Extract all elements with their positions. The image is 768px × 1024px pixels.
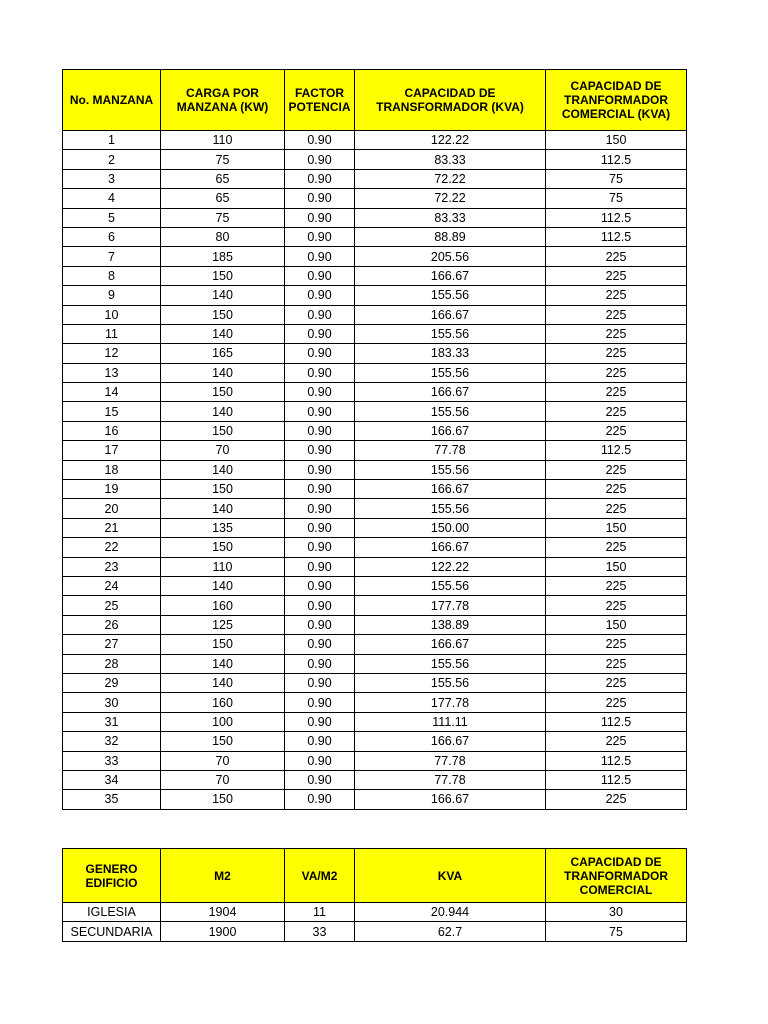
table-cell: 1900	[161, 922, 285, 941]
table-cell: 225	[546, 247, 687, 266]
table-row	[63, 286, 687, 305]
column-header: GENERO EDIFICIO	[63, 849, 161, 903]
table-row	[63, 518, 687, 537]
table-cell: 29	[63, 673, 161, 692]
table-cell: 155.56	[355, 402, 546, 421]
table-cell: 0.90	[285, 150, 355, 169]
table-row	[63, 460, 687, 479]
table-cell: 30	[546, 903, 687, 922]
building-transformer-table	[62, 848, 687, 942]
table-cell: 75	[546, 922, 687, 941]
table-cell: 150	[161, 732, 285, 751]
table-cell: 225	[546, 383, 687, 402]
table-cell: 0.90	[285, 518, 355, 537]
table-cell: 0.90	[285, 480, 355, 499]
table-cell: 150	[161, 305, 285, 324]
table-cell: 225	[546, 693, 687, 712]
table-cell: 5	[63, 208, 161, 227]
table-cell: 150	[161, 383, 285, 402]
table-row	[63, 383, 687, 402]
table-cell: 7	[63, 247, 161, 266]
table-cell: 111.11	[355, 712, 546, 731]
table-cell: 225	[546, 654, 687, 673]
table-row	[63, 770, 687, 789]
table-cell: 20	[63, 499, 161, 518]
table-row	[63, 654, 687, 673]
table-cell: 160	[161, 693, 285, 712]
table-cell: 0.90	[285, 712, 355, 731]
table-cell: 65	[161, 169, 285, 188]
table-cell: 20.944	[355, 903, 546, 922]
table-cell: 155.56	[355, 286, 546, 305]
table-cell: SECUNDARIA	[63, 922, 161, 941]
table-cell: 75	[546, 169, 687, 188]
table-cell: 225	[546, 790, 687, 809]
table-cell: 0.90	[285, 732, 355, 751]
table-cell: 0.90	[285, 131, 355, 150]
table-row	[63, 732, 687, 751]
table-cell: 177.78	[355, 693, 546, 712]
table-row	[63, 576, 687, 595]
table-cell: 0.90	[285, 324, 355, 343]
table-cell: 15	[63, 402, 161, 421]
table-cell: 150	[161, 421, 285, 440]
table-cell: 70	[161, 751, 285, 770]
table-cell: 4	[63, 189, 161, 208]
table-cell: 225	[546, 576, 687, 595]
column-header: No. MANZANA	[63, 70, 161, 131]
table-cell: 110	[161, 557, 285, 576]
table-cell: 0.90	[285, 693, 355, 712]
table-cell: 225	[546, 673, 687, 692]
table-cell: 225	[546, 421, 687, 440]
table-cell: 225	[546, 596, 687, 615]
table-cell: 12	[63, 344, 161, 363]
table-cell: 1	[63, 131, 161, 150]
table-row	[63, 131, 687, 150]
table-cell: 0.90	[285, 344, 355, 363]
table-cell: 166.67	[355, 305, 546, 324]
table-cell: 225	[546, 402, 687, 421]
table-cell: 112.5	[546, 227, 687, 246]
table-cell: 185	[161, 247, 285, 266]
table-cell: 77.78	[355, 770, 546, 789]
table-row	[63, 673, 687, 692]
table-cell: 112.5	[546, 770, 687, 789]
table-cell: 0.90	[285, 421, 355, 440]
table-cell: 0.90	[285, 499, 355, 518]
table-cell: 166.67	[355, 790, 546, 809]
table-cell: 24	[63, 576, 161, 595]
table-cell: 23	[63, 557, 161, 576]
table-cell: 9	[63, 286, 161, 305]
table-row	[63, 557, 687, 576]
table-cell: 75	[546, 189, 687, 208]
table-cell: 72.22	[355, 189, 546, 208]
table-cell: 65	[161, 189, 285, 208]
table-row	[63, 402, 687, 421]
table-cell: 34	[63, 770, 161, 789]
table-cell: 0.90	[285, 441, 355, 460]
table-cell: 83.33	[355, 150, 546, 169]
table-cell: 70	[161, 441, 285, 460]
table-row	[63, 305, 687, 324]
table-cell: 33	[63, 751, 161, 770]
table-cell: 0.90	[285, 557, 355, 576]
table-row	[63, 324, 687, 343]
column-header: VA/M2	[285, 849, 355, 903]
table-cell: 150	[546, 518, 687, 537]
column-header: CAPACIDAD DE TRANSFORMADOR (KVA)	[355, 70, 546, 131]
table-cell: 32	[63, 732, 161, 751]
table-cell: 0.90	[285, 790, 355, 809]
table-cell: 225	[546, 324, 687, 343]
table-cell: 140	[161, 402, 285, 421]
table-cell: 135	[161, 518, 285, 537]
table-cell: 150	[161, 266, 285, 285]
table-cell: 75	[161, 150, 285, 169]
table-cell: 122.22	[355, 557, 546, 576]
table-cell: 165	[161, 344, 285, 363]
table-cell: 155.56	[355, 576, 546, 595]
table-cell: 35	[63, 790, 161, 809]
column-header: CARGA POR MANZANA (KW)	[161, 70, 285, 131]
column-header: M2	[161, 849, 285, 903]
table-row	[63, 635, 687, 654]
table-cell: 166.67	[355, 266, 546, 285]
table-cell: 62.7	[355, 922, 546, 941]
table-row	[63, 712, 687, 731]
table-row	[63, 363, 687, 382]
table-cell: 0.90	[285, 286, 355, 305]
table-cell: 77.78	[355, 751, 546, 770]
table-cell: 112.5	[546, 150, 687, 169]
table-cell: 140	[161, 286, 285, 305]
table-cell: 225	[546, 363, 687, 382]
table-cell: 150	[161, 480, 285, 499]
table-cell: 0.90	[285, 189, 355, 208]
table-cell: 70	[161, 770, 285, 789]
table-cell: 0.90	[285, 596, 355, 615]
table-cell: 22	[63, 538, 161, 557]
table-row	[63, 596, 687, 615]
table-cell: 0.90	[285, 227, 355, 246]
table-cell: 110	[161, 131, 285, 150]
table-cell: 140	[161, 576, 285, 595]
table-cell: 1904	[161, 903, 285, 922]
table-header	[63, 849, 687, 903]
table-cell: 122.22	[355, 131, 546, 150]
table-row	[63, 693, 687, 712]
table-cell: 140	[161, 363, 285, 382]
table-row	[63, 922, 687, 941]
table-cell: 0.90	[285, 266, 355, 285]
table-cell: 140	[161, 460, 285, 479]
table-cell: 225	[546, 286, 687, 305]
table-row	[63, 480, 687, 499]
column-header: FACTOR POTENCIA	[285, 70, 355, 131]
table-cell: 155.56	[355, 499, 546, 518]
table-cell: 2	[63, 150, 161, 169]
table-row	[63, 421, 687, 440]
table-cell: 0.90	[285, 654, 355, 673]
table-cell: 0.90	[285, 460, 355, 479]
table-cell: 140	[161, 499, 285, 518]
table-body	[63, 131, 687, 810]
table-cell: IGLESIA	[63, 903, 161, 922]
table-cell: 0.90	[285, 751, 355, 770]
table-cell: 0.90	[285, 208, 355, 227]
table-row	[63, 227, 687, 246]
table-row	[63, 499, 687, 518]
table-row	[63, 615, 687, 634]
table-cell: 155.56	[355, 673, 546, 692]
table-cell: 30	[63, 693, 161, 712]
table-cell: 150	[161, 538, 285, 557]
table-cell: 225	[546, 480, 687, 499]
column-header: CAPACIDAD DE TRANFORMADOR COMERCIAL (KVA)	[546, 70, 687, 131]
table-cell: 177.78	[355, 596, 546, 615]
table-row	[63, 208, 687, 227]
table-cell: 155.56	[355, 654, 546, 673]
table-cell: 3	[63, 169, 161, 188]
table-cell: 225	[546, 266, 687, 285]
table-cell: 0.90	[285, 635, 355, 654]
table-cell: 0.90	[285, 402, 355, 421]
table-row	[63, 790, 687, 809]
table-cell: 25	[63, 596, 161, 615]
table-cell: 21	[63, 518, 161, 537]
table-cell: 150	[161, 790, 285, 809]
table-cell: 0.90	[285, 538, 355, 557]
table-cell: 112.5	[546, 712, 687, 731]
table-cell: 166.67	[355, 383, 546, 402]
table-cell: 13	[63, 363, 161, 382]
table-cell: 100	[161, 712, 285, 731]
table-cell: 225	[546, 344, 687, 363]
table-cell: 150	[546, 557, 687, 576]
table-row	[63, 751, 687, 770]
table-row	[63, 189, 687, 208]
table-cell: 166.67	[355, 635, 546, 654]
column-header: CAPACIDAD DE TRANFORMADOR COMERCIAL	[546, 849, 687, 903]
table-cell: 150	[546, 131, 687, 150]
table-cell: 155.56	[355, 363, 546, 382]
table-cell: 112.5	[546, 751, 687, 770]
table-cell: 27	[63, 635, 161, 654]
table-cell: 83.33	[355, 208, 546, 227]
table-cell: 31	[63, 712, 161, 731]
table-cell: 150	[546, 615, 687, 634]
table-cell: 0.90	[285, 363, 355, 382]
table-row	[63, 247, 687, 266]
table-cell: 138.89	[355, 615, 546, 634]
table-cell: 0.90	[285, 576, 355, 595]
table-cell: 166.67	[355, 421, 546, 440]
table-cell: 150.00	[355, 518, 546, 537]
table-cell: 11	[63, 324, 161, 343]
table-cell: 0.90	[285, 770, 355, 789]
table-cell: 166.67	[355, 538, 546, 557]
table-row	[63, 903, 687, 922]
table-cell: 18	[63, 460, 161, 479]
table-cell: 0.90	[285, 305, 355, 324]
table-cell: 112.5	[546, 208, 687, 227]
table-cell: 88.89	[355, 227, 546, 246]
table-cell: 0.90	[285, 247, 355, 266]
table-cell: 225	[546, 635, 687, 654]
manzana-transformer-table	[62, 69, 687, 810]
table-body	[63, 903, 687, 942]
column-header: KVA	[355, 849, 546, 903]
table-cell: 17	[63, 441, 161, 460]
table-cell: 166.67	[355, 732, 546, 751]
table-cell: 0.90	[285, 383, 355, 402]
table-cell: 155.56	[355, 324, 546, 343]
table-cell: 14	[63, 383, 161, 402]
table-cell: 16	[63, 421, 161, 440]
table-cell: 183.33	[355, 344, 546, 363]
table-cell: 0.90	[285, 169, 355, 188]
table-row	[63, 441, 687, 460]
table-cell: 125	[161, 615, 285, 634]
table-cell: 166.67	[355, 480, 546, 499]
table-cell: 8	[63, 266, 161, 285]
table-cell: 26	[63, 615, 161, 634]
table-cell: 33	[285, 922, 355, 941]
table-cell: 140	[161, 654, 285, 673]
table-cell: 10	[63, 305, 161, 324]
table-cell: 140	[161, 324, 285, 343]
table-row	[63, 150, 687, 169]
table-cell: 19	[63, 480, 161, 499]
table-cell: 0.90	[285, 673, 355, 692]
table-cell: 112.5	[546, 441, 687, 460]
table-cell: 205.56	[355, 247, 546, 266]
table-cell: 225	[546, 538, 687, 557]
table-row	[63, 538, 687, 557]
table-cell: 225	[546, 460, 687, 479]
table-cell: 150	[161, 635, 285, 654]
table-cell: 225	[546, 732, 687, 751]
table-cell: 72.22	[355, 169, 546, 188]
table-row	[63, 344, 687, 363]
table-cell: 75	[161, 208, 285, 227]
table-cell: 155.56	[355, 460, 546, 479]
table-cell: 225	[546, 305, 687, 324]
table-cell: 0.90	[285, 615, 355, 634]
table-row	[63, 266, 687, 285]
table-cell: 140	[161, 673, 285, 692]
table-header	[63, 70, 687, 131]
table-cell: 225	[546, 499, 687, 518]
table-row	[63, 169, 687, 188]
table-cell: 28	[63, 654, 161, 673]
table-cell: 160	[161, 596, 285, 615]
table-cell: 11	[285, 903, 355, 922]
table-cell: 80	[161, 227, 285, 246]
table-cell: 77.78	[355, 441, 546, 460]
table-cell: 6	[63, 227, 161, 246]
